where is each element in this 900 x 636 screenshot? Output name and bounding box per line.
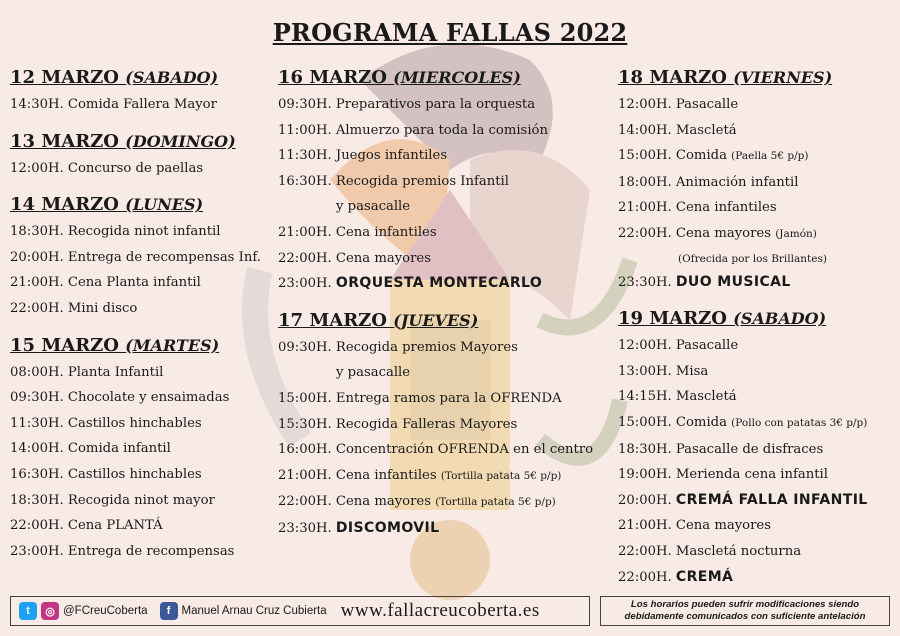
day-date: 17 MARZO xyxy=(278,309,387,331)
event-note: (Paella 5€ p/p) xyxy=(731,150,809,163)
disclaimer-line-2: debidamente comunicados con suficiente antelación xyxy=(624,611,866,622)
event-row xyxy=(278,271,608,297)
day-heading xyxy=(278,309,608,333)
event-text: Recogida premios Mayores xyxy=(335,339,518,355)
event-text: Entrega de recompensas Inf. xyxy=(67,249,261,265)
event-text: Mini disco xyxy=(67,300,138,316)
event-row xyxy=(10,219,272,245)
day-date: 13 MARZO xyxy=(10,130,119,152)
event-row xyxy=(618,462,896,488)
event-row xyxy=(10,296,272,322)
event-text: Comida infantil xyxy=(67,441,171,457)
event-time: 12:00H. xyxy=(618,338,672,354)
day-weekday: (JUEVES) xyxy=(393,310,479,330)
day-block xyxy=(10,193,272,321)
facebook-name: Manuel Arnau Cruz Cubierta xyxy=(181,605,327,617)
event-text: Almuerzo para toda la comisión xyxy=(335,122,548,138)
event-time: 16:30H. xyxy=(278,173,332,189)
event-row xyxy=(278,412,608,438)
day-block xyxy=(618,66,896,295)
event-continuation: y pasacalle xyxy=(336,199,411,215)
event-time: 22:00H. xyxy=(618,225,672,241)
event-text: Castillos hinchables xyxy=(67,466,202,482)
event-text: Misa xyxy=(675,363,709,379)
event-text: Recogida ninot mayor xyxy=(67,492,215,508)
event-time: 22:00H. xyxy=(618,569,672,585)
day-weekday: (DOMINGO) xyxy=(125,131,236,151)
event-row xyxy=(10,488,272,514)
event-time: 16:00H. xyxy=(278,442,332,458)
event-row xyxy=(10,245,272,271)
day-block xyxy=(10,130,272,182)
event-time: 18:30H. xyxy=(618,441,672,457)
event-time: 21:00H. xyxy=(278,224,332,240)
day-heading xyxy=(618,66,896,90)
event-row xyxy=(278,169,608,195)
event-row xyxy=(618,565,896,591)
event-text: Cena infantiles xyxy=(335,467,437,483)
event-row xyxy=(618,143,896,170)
event-text: Pasacalle xyxy=(675,338,739,354)
event-time: 11:30H. xyxy=(10,415,64,431)
event-row xyxy=(10,539,272,565)
event-row xyxy=(10,462,272,488)
event-row xyxy=(278,118,608,144)
event-text: Pasacalle xyxy=(675,97,739,112)
website-link[interactable]: www.fallacreucoberta.es xyxy=(340,600,540,621)
event-time: 23:00H. xyxy=(10,543,64,559)
event-time: 09:30H. xyxy=(278,339,332,355)
event-time: 16:30H. xyxy=(10,466,64,482)
event-text: Concurso de paellas xyxy=(67,160,204,176)
event-text: Cena Planta infantil xyxy=(67,275,201,291)
day-block xyxy=(10,334,272,565)
event-time: 23:30H. xyxy=(278,520,332,536)
twitter-icon[interactable]: t xyxy=(19,602,37,620)
event-text: Cena infantiles xyxy=(335,224,437,240)
event-highlight: ORQUESTA MONTECARLO xyxy=(335,275,543,292)
event-row xyxy=(10,270,272,296)
event-row xyxy=(618,170,896,196)
event-text: Recogida premios Infantil xyxy=(335,173,509,189)
event-text: Cena infantiles xyxy=(675,200,777,216)
event-time: 23:30H. xyxy=(618,274,672,290)
event-row xyxy=(278,463,608,490)
facebook-icon[interactable]: f xyxy=(160,602,178,620)
event-text: Castillos hinchables xyxy=(67,415,202,431)
event-row xyxy=(278,516,608,542)
event-row xyxy=(278,220,608,246)
event-row xyxy=(618,359,896,385)
day-weekday: (LUNES) xyxy=(125,195,204,215)
event-time: 21:00H. xyxy=(618,200,672,216)
event-time: 23:00H. xyxy=(278,276,332,292)
event-row xyxy=(618,92,896,118)
event-time: 12:00H. xyxy=(618,97,672,112)
event-row xyxy=(10,92,272,118)
event-row xyxy=(10,385,272,411)
social-handle: @FCreuCoberta xyxy=(63,605,148,617)
day-block xyxy=(10,66,272,118)
event-text: Animación infantil xyxy=(675,174,799,190)
event-time: 22:00H. xyxy=(10,300,64,316)
event-time: 22:00H. xyxy=(278,494,332,510)
event-time: 14:00H. xyxy=(10,441,64,457)
event-text: Mascletá nocturna xyxy=(675,543,802,559)
disclaimer-box xyxy=(600,596,890,626)
event-text: Mascletá xyxy=(675,122,737,138)
event-text: Entrega ramos para la OFRENDA xyxy=(335,390,562,406)
event-time: 22:00H. xyxy=(10,518,64,534)
event-text: Juegos infantiles xyxy=(335,148,448,164)
event-note: (Pollo con patatas 3€ p/p) xyxy=(731,416,868,429)
day-heading xyxy=(10,66,272,90)
event-text: Comida Fallera Mayor xyxy=(67,97,217,112)
day-weekday: (SABADO) xyxy=(733,309,827,329)
event-time: 20:00H. xyxy=(618,492,672,508)
event-text: Recogida Falleras Mayores xyxy=(335,416,518,432)
event-time: 18:00H. xyxy=(618,174,672,190)
event-time: 21:00H. xyxy=(618,518,672,534)
day-heading xyxy=(618,307,896,331)
event-row xyxy=(278,437,608,463)
event-text: Chocolate y ensaimadas xyxy=(67,390,230,406)
day-weekday: (MARTES) xyxy=(125,335,220,355)
day-date: 18 MARZO xyxy=(618,67,727,88)
event-row xyxy=(618,195,896,221)
event-row xyxy=(618,384,896,410)
footer-contact-box xyxy=(10,596,590,626)
event-time: 09:30H. xyxy=(278,97,332,112)
day-block xyxy=(278,309,608,542)
event-row xyxy=(618,539,896,565)
event-text: Concentración OFRENDA en el centro xyxy=(335,442,594,458)
event-row xyxy=(618,513,896,539)
event-time: 19:00H. xyxy=(618,467,672,483)
page-title: PROGRAMA FALLAS 2022 xyxy=(272,18,628,47)
day-date: 19 MARZO xyxy=(618,308,727,330)
event-row xyxy=(10,156,272,182)
event-row xyxy=(10,360,272,386)
event-time: 11:30H. xyxy=(278,148,332,164)
day-date: 15 MARZO xyxy=(10,334,119,356)
event-text: Mascletá xyxy=(675,389,737,405)
event-time: 15:30H. xyxy=(278,416,332,432)
event-row xyxy=(278,246,608,272)
event-time: 09:30H. xyxy=(10,390,64,406)
day-heading xyxy=(10,193,272,217)
event-highlight: CREMÁ FALLA INFANTIL xyxy=(675,491,868,508)
event-note: (Jamón) xyxy=(775,227,817,240)
schedule-column-1 xyxy=(10,66,272,576)
event-row xyxy=(618,221,896,248)
event-text: Entrega de recompensas xyxy=(67,543,235,559)
instagram-icon[interactable]: ◎ xyxy=(41,602,59,620)
event-highlight: DUO MUSICAL xyxy=(675,273,791,290)
event-row xyxy=(278,143,608,169)
event-time: 18:30H. xyxy=(10,224,64,240)
event-continuation: y pasacalle xyxy=(336,365,411,381)
event-note-line: (Ofrecida por los Brillantes) xyxy=(678,252,827,265)
event-text: Cena mayores xyxy=(335,494,431,510)
disclaimer-line-1: Los horarios pueden sufrir modificaciones siendo xyxy=(630,599,860,610)
event-time: 14:15H. xyxy=(618,389,672,405)
day-date: 14 MARZO xyxy=(10,194,119,216)
event-time: 20:00H. xyxy=(10,249,64,265)
event-time: 15:00H. xyxy=(618,414,672,430)
event-row xyxy=(10,411,272,437)
event-row xyxy=(618,270,896,296)
event-time: 22:00H. xyxy=(618,543,672,559)
schedule-column-2 xyxy=(278,66,608,554)
event-row xyxy=(10,513,272,539)
event-row xyxy=(618,333,896,359)
day-heading xyxy=(10,130,272,154)
event-text: Comida xyxy=(675,414,727,430)
event-time: 14:30H. xyxy=(10,97,64,112)
day-date: 16 MARZO xyxy=(278,67,387,88)
event-note: (Tortilla patata 5€ p/p) xyxy=(435,496,556,509)
event-row xyxy=(278,92,608,118)
event-text: Cena mayores xyxy=(675,225,771,241)
day-heading xyxy=(10,334,272,358)
event-time: 21:00H. xyxy=(278,467,332,483)
event-time: 15:00H. xyxy=(278,390,332,406)
event-text: Cena mayores xyxy=(335,250,431,266)
day-weekday: (MIERCOLES) xyxy=(393,68,521,87)
day-weekday: (VIERNES) xyxy=(733,68,833,87)
event-note: (Tortilla patata 5€ p/p) xyxy=(440,469,562,482)
day-block xyxy=(278,66,608,297)
event-time: 13:00H. xyxy=(618,363,672,379)
schedule-column-3 xyxy=(618,66,896,602)
event-time: 11:00H. xyxy=(278,122,332,138)
event-row xyxy=(278,489,608,516)
day-heading xyxy=(278,66,608,90)
event-row xyxy=(278,386,608,412)
event-text: Comida xyxy=(675,148,727,164)
event-text: Cena PLANTÁ xyxy=(67,518,163,534)
day-weekday: (SABADO) xyxy=(125,68,219,87)
event-time: 22:00H. xyxy=(278,250,332,266)
event-highlight: CREMÁ xyxy=(675,568,734,585)
event-row xyxy=(618,437,896,463)
event-time: 15:00H. xyxy=(618,148,672,164)
event-text: Pasacalle de disfraces xyxy=(675,441,824,457)
day-date: 12 MARZO xyxy=(10,67,119,88)
event-row xyxy=(618,410,896,437)
event-time: 18:30H. xyxy=(10,492,64,508)
day-block xyxy=(618,307,896,590)
event-row xyxy=(10,436,272,462)
event-text: Preparativos para la orquesta xyxy=(335,97,536,112)
event-time: 08:00H. xyxy=(10,364,64,380)
event-time: 21:00H. xyxy=(10,275,64,291)
event-row xyxy=(618,488,896,514)
event-text: Cena mayores xyxy=(675,518,771,534)
event-row xyxy=(278,335,608,361)
event-row xyxy=(618,118,896,144)
event-text: Recogida ninot infantil xyxy=(67,224,221,240)
event-text: Merienda cena infantil xyxy=(675,467,828,483)
event-time: 12:00H. xyxy=(10,160,64,176)
event-text: Planta Infantil xyxy=(67,364,164,380)
event-time: 14:00H. xyxy=(618,122,672,138)
event-highlight: DISCOMOVIL xyxy=(335,519,440,536)
